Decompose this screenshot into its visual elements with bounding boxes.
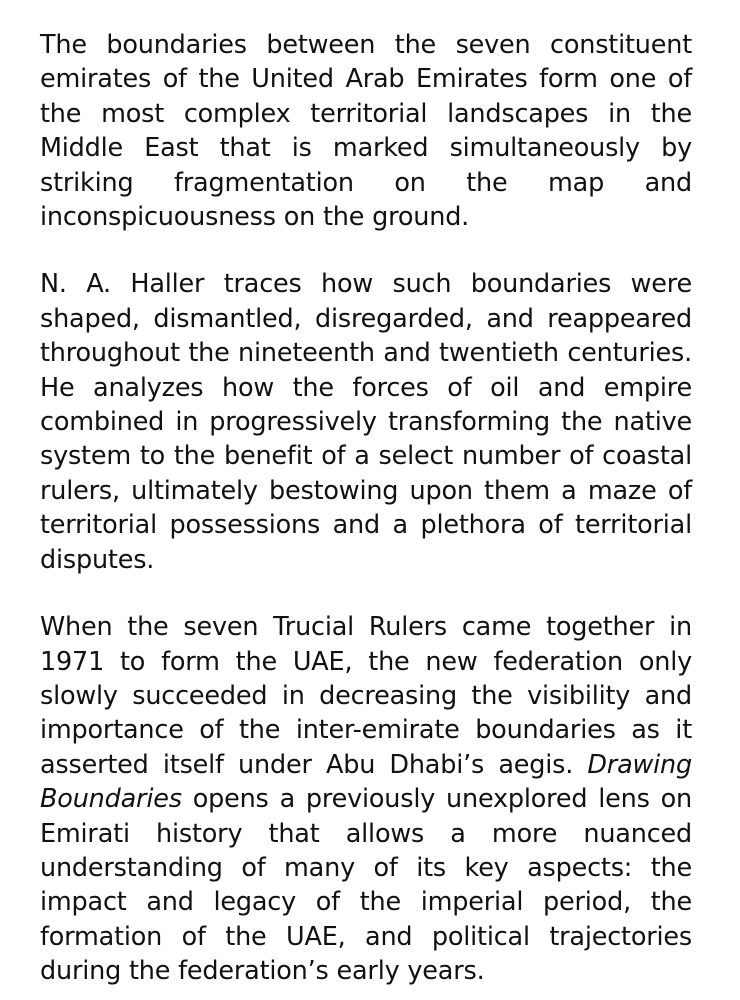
text-line: impact and legacy of the imperial period, the bbox=[40, 887, 692, 918]
text-line: during the federation’s early years. bbox=[40, 956, 485, 987]
text-line: inconspicuousness on the ground. bbox=[40, 202, 470, 233]
text-line: emirates of the United Arab Emirates form one of bbox=[40, 64, 692, 95]
text-line: striking fragmentation on the map and bbox=[40, 167, 692, 198]
text-line: formation of the UAE, and political trajectories bbox=[40, 921, 692, 952]
text-line: understanding of many of its key aspects: the bbox=[40, 852, 692, 883]
text-line: throughout the nineteenth and twentieth centuries. bbox=[40, 338, 692, 369]
text-line: combined in progressively transforming the native bbox=[40, 407, 692, 438]
book-title-italic: Boundaries bbox=[40, 784, 182, 815]
book-title-italic: Drawing bbox=[587, 749, 692, 780]
text-line: disputes. bbox=[40, 544, 155, 575]
text-segment: opens a previously unexplored lens on bbox=[192, 784, 693, 815]
text-line: system to the benefit of a select number of coastal bbox=[40, 441, 692, 472]
paragraph-federation bbox=[40, 610, 692, 988]
paragraph-intro bbox=[40, 28, 692, 234]
text-line bbox=[40, 748, 692, 782]
text-line: slowly succeeded in decreasing the visibility and bbox=[40, 680, 692, 711]
text-line: the most complex territorial landscapes in the bbox=[40, 98, 692, 129]
text-line: N. A. Haller traces how such boundaries were bbox=[40, 269, 692, 300]
text-line: When the seven Trucial Rulers came together in bbox=[40, 612, 692, 643]
text-line: rulers, ultimately bestowing upon them a maze of bbox=[40, 475, 692, 506]
text-segment: asserted itself under Abu Dhabi’s aegis. bbox=[40, 749, 574, 780]
text-line: He analyzes how the forces of oil and empire bbox=[40, 372, 692, 403]
book-description bbox=[40, 28, 692, 989]
text-line: The boundaries between the seven constituent bbox=[40, 30, 692, 60]
text-line: importance of the inter-emirate boundaries as it bbox=[40, 715, 692, 746]
paragraph-author bbox=[40, 267, 692, 577]
text-line: Emirati history that allows a more nuanced bbox=[40, 818, 692, 849]
text-line: territorial possessions and a plethora of territorial bbox=[40, 510, 692, 541]
text-line: shaped, dismantled, disregarded, and reappeared bbox=[40, 303, 692, 334]
text-line: Middle East that is marked simultaneously by bbox=[40, 133, 692, 164]
text-line: 1971 to form the UAE, the new federation only bbox=[40, 646, 692, 677]
text-line bbox=[40, 782, 692, 816]
